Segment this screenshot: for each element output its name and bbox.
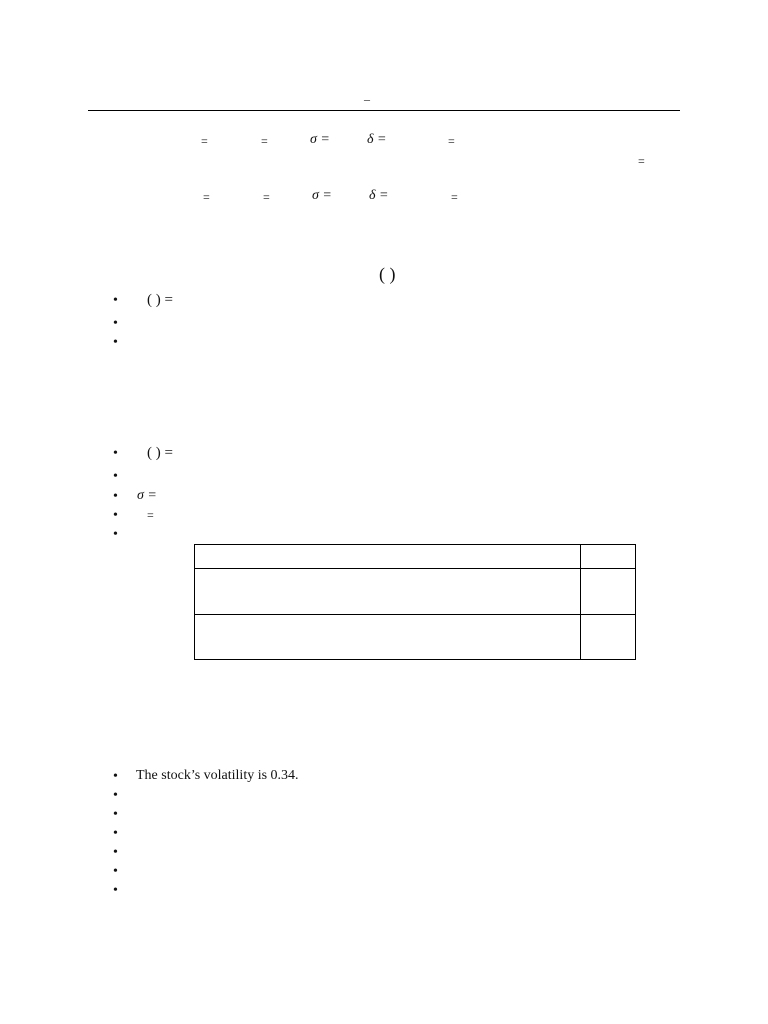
bullet-marker: • <box>113 527 118 542</box>
equals-sign: = <box>201 134 208 148</box>
bullet-marker: • <box>113 335 118 350</box>
table-cell <box>581 545 636 569</box>
table-cell <box>195 545 581 569</box>
bullet-marker: • <box>113 293 118 308</box>
paren-equals: ( ) = <box>147 292 173 308</box>
table-cell <box>195 569 581 615</box>
equals-sign: = <box>147 508 154 522</box>
bullet-marker: • <box>113 845 118 860</box>
sigma-equals: σ = <box>310 132 330 147</box>
bullet-marker: • <box>113 316 118 331</box>
bullet-marker: • <box>113 864 118 879</box>
bullet-marker: • <box>113 508 118 523</box>
table-cell <box>195 615 581 660</box>
header-rule <box>88 110 680 111</box>
sigma-equals: σ = <box>312 188 332 203</box>
delta-equals: δ = <box>369 188 389 203</box>
bullet-marker: • <box>113 446 118 461</box>
bullet-marker: • <box>113 769 118 784</box>
header-dash: – <box>364 92 370 106</box>
formula-parens: ( ) <box>379 264 396 284</box>
delta-equals: δ = <box>367 132 387 147</box>
volatility-statement: The stock’s volatility is 0.34. <box>136 768 299 783</box>
table-cell <box>581 615 636 660</box>
table-row <box>195 569 636 615</box>
bullet-marker: • <box>113 883 118 898</box>
bullet-marker: • <box>113 807 118 822</box>
bullet-marker: • <box>113 788 118 803</box>
table-row <box>195 615 636 660</box>
bullet-marker: • <box>113 469 118 484</box>
bullet-marker: • <box>113 826 118 841</box>
paren-equals: ( ) = <box>147 445 173 461</box>
bullet-marker: • <box>113 489 118 504</box>
equals-sign: = <box>263 190 270 204</box>
equals-sign: = <box>448 134 455 148</box>
equals-sign: = <box>203 190 210 204</box>
table-row <box>195 545 636 569</box>
equals-sign: = <box>261 134 268 148</box>
equals-sign: = <box>638 154 645 168</box>
equals-sign: = <box>451 190 458 204</box>
table-cell <box>581 569 636 615</box>
sigma-equals: σ = <box>137 488 157 503</box>
payoff-table <box>194 544 636 660</box>
